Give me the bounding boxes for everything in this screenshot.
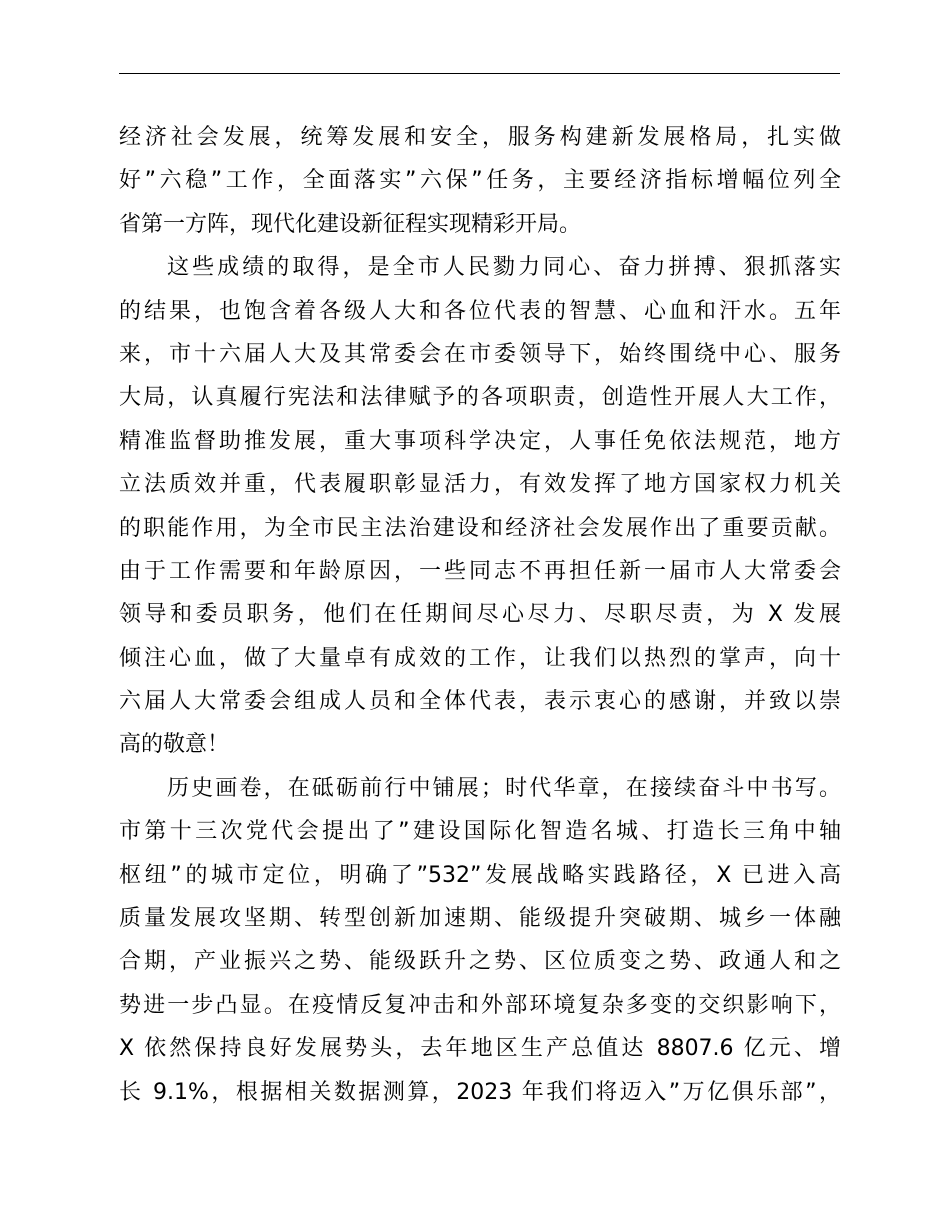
text-line: 的职能作用，为全市民主法治建设和经济社会发展作出了重要贡献。 (119, 515, 841, 541)
text-line: 枢纽”的城市定位，明确了”532”发展战略实践路径，X 已进入高 (119, 862, 841, 888)
text-line: 高的敬意！ (119, 732, 230, 758)
body-text (119, 116, 841, 1114)
text-line: 的结果，也饱含着各级人大和各位代表的智慧、心血和汗水。五年 (119, 298, 841, 324)
text-line: 来，市十六届人大及其常委会在市委领导下，始终围绕中心、服务 (119, 341, 841, 367)
text-line: 势进一步凸显。在疫情反复冲击和外部环境复杂多变的交织影响下， (119, 992, 841, 1018)
text-line: 六届人大常委会组成人员和全体代表，表示衷心的感谢，并致以崇 (119, 689, 841, 715)
text-line: 省第一方阵，现代化建设新征程实现精彩开局。 (119, 211, 582, 237)
text-line: 市第十三次党代会提出了”建设国际化智造名城、打造长三角中轴 (119, 819, 841, 845)
text-line: 经济社会发展，统筹发展和安全，服务构建新发展格局，扎实做 (119, 125, 841, 150)
text-line: 合期，产业振兴之势、能级跃升之势、区位质变之势、政通人和之 (119, 949, 841, 975)
text-line: 立法质效并重，代表履职彰显活力，有效发挥了地方国家权力机关 (119, 472, 841, 498)
text-line: 由于工作需要和年龄原因，一些同志不再担任新一届市人大常委会 (119, 558, 841, 584)
text-line: 领导和委员职务，他们在任期间尽心尽力、尽职尽责，为 X 发展 (119, 602, 841, 628)
text-line: 大局，认真履行宪法和法律赋予的各项职责，创造性开展人大工作， (119, 385, 841, 411)
text-line: 长 9.1%，根据相关数据测算，2023 年我们将迈入”万亿俱乐部”， (119, 1079, 841, 1105)
text-line: 质量发展攻坚期、转型创新加速期、能级提升突破期、城乡一体融 (119, 906, 841, 932)
text-line: 这些成绩的取得，是全市人民勠力同心、奋力拼搏、狠抓落实 (167, 255, 841, 281)
text-line: 历史画卷，在砥砺前行中铺展；时代华章，在接续奋斗中书写。 (167, 775, 841, 801)
text-line: X 依然保持良好发展势头，去年地区生产总值达 8807.6 亿元、增 (119, 1036, 841, 1062)
header-divider (119, 73, 840, 74)
text-line: 倾注心血，做了大量卓有成效的工作，让我们以热烈的掌声，向十 (119, 645, 841, 671)
text-line: 精准监督助推发展，重大事项科学决定，人事任免依法规范，地方 (119, 428, 841, 454)
text-line: 好”六稳”工作，全面落实”六保”任务，主要经济指标增幅位列全 (119, 168, 841, 194)
